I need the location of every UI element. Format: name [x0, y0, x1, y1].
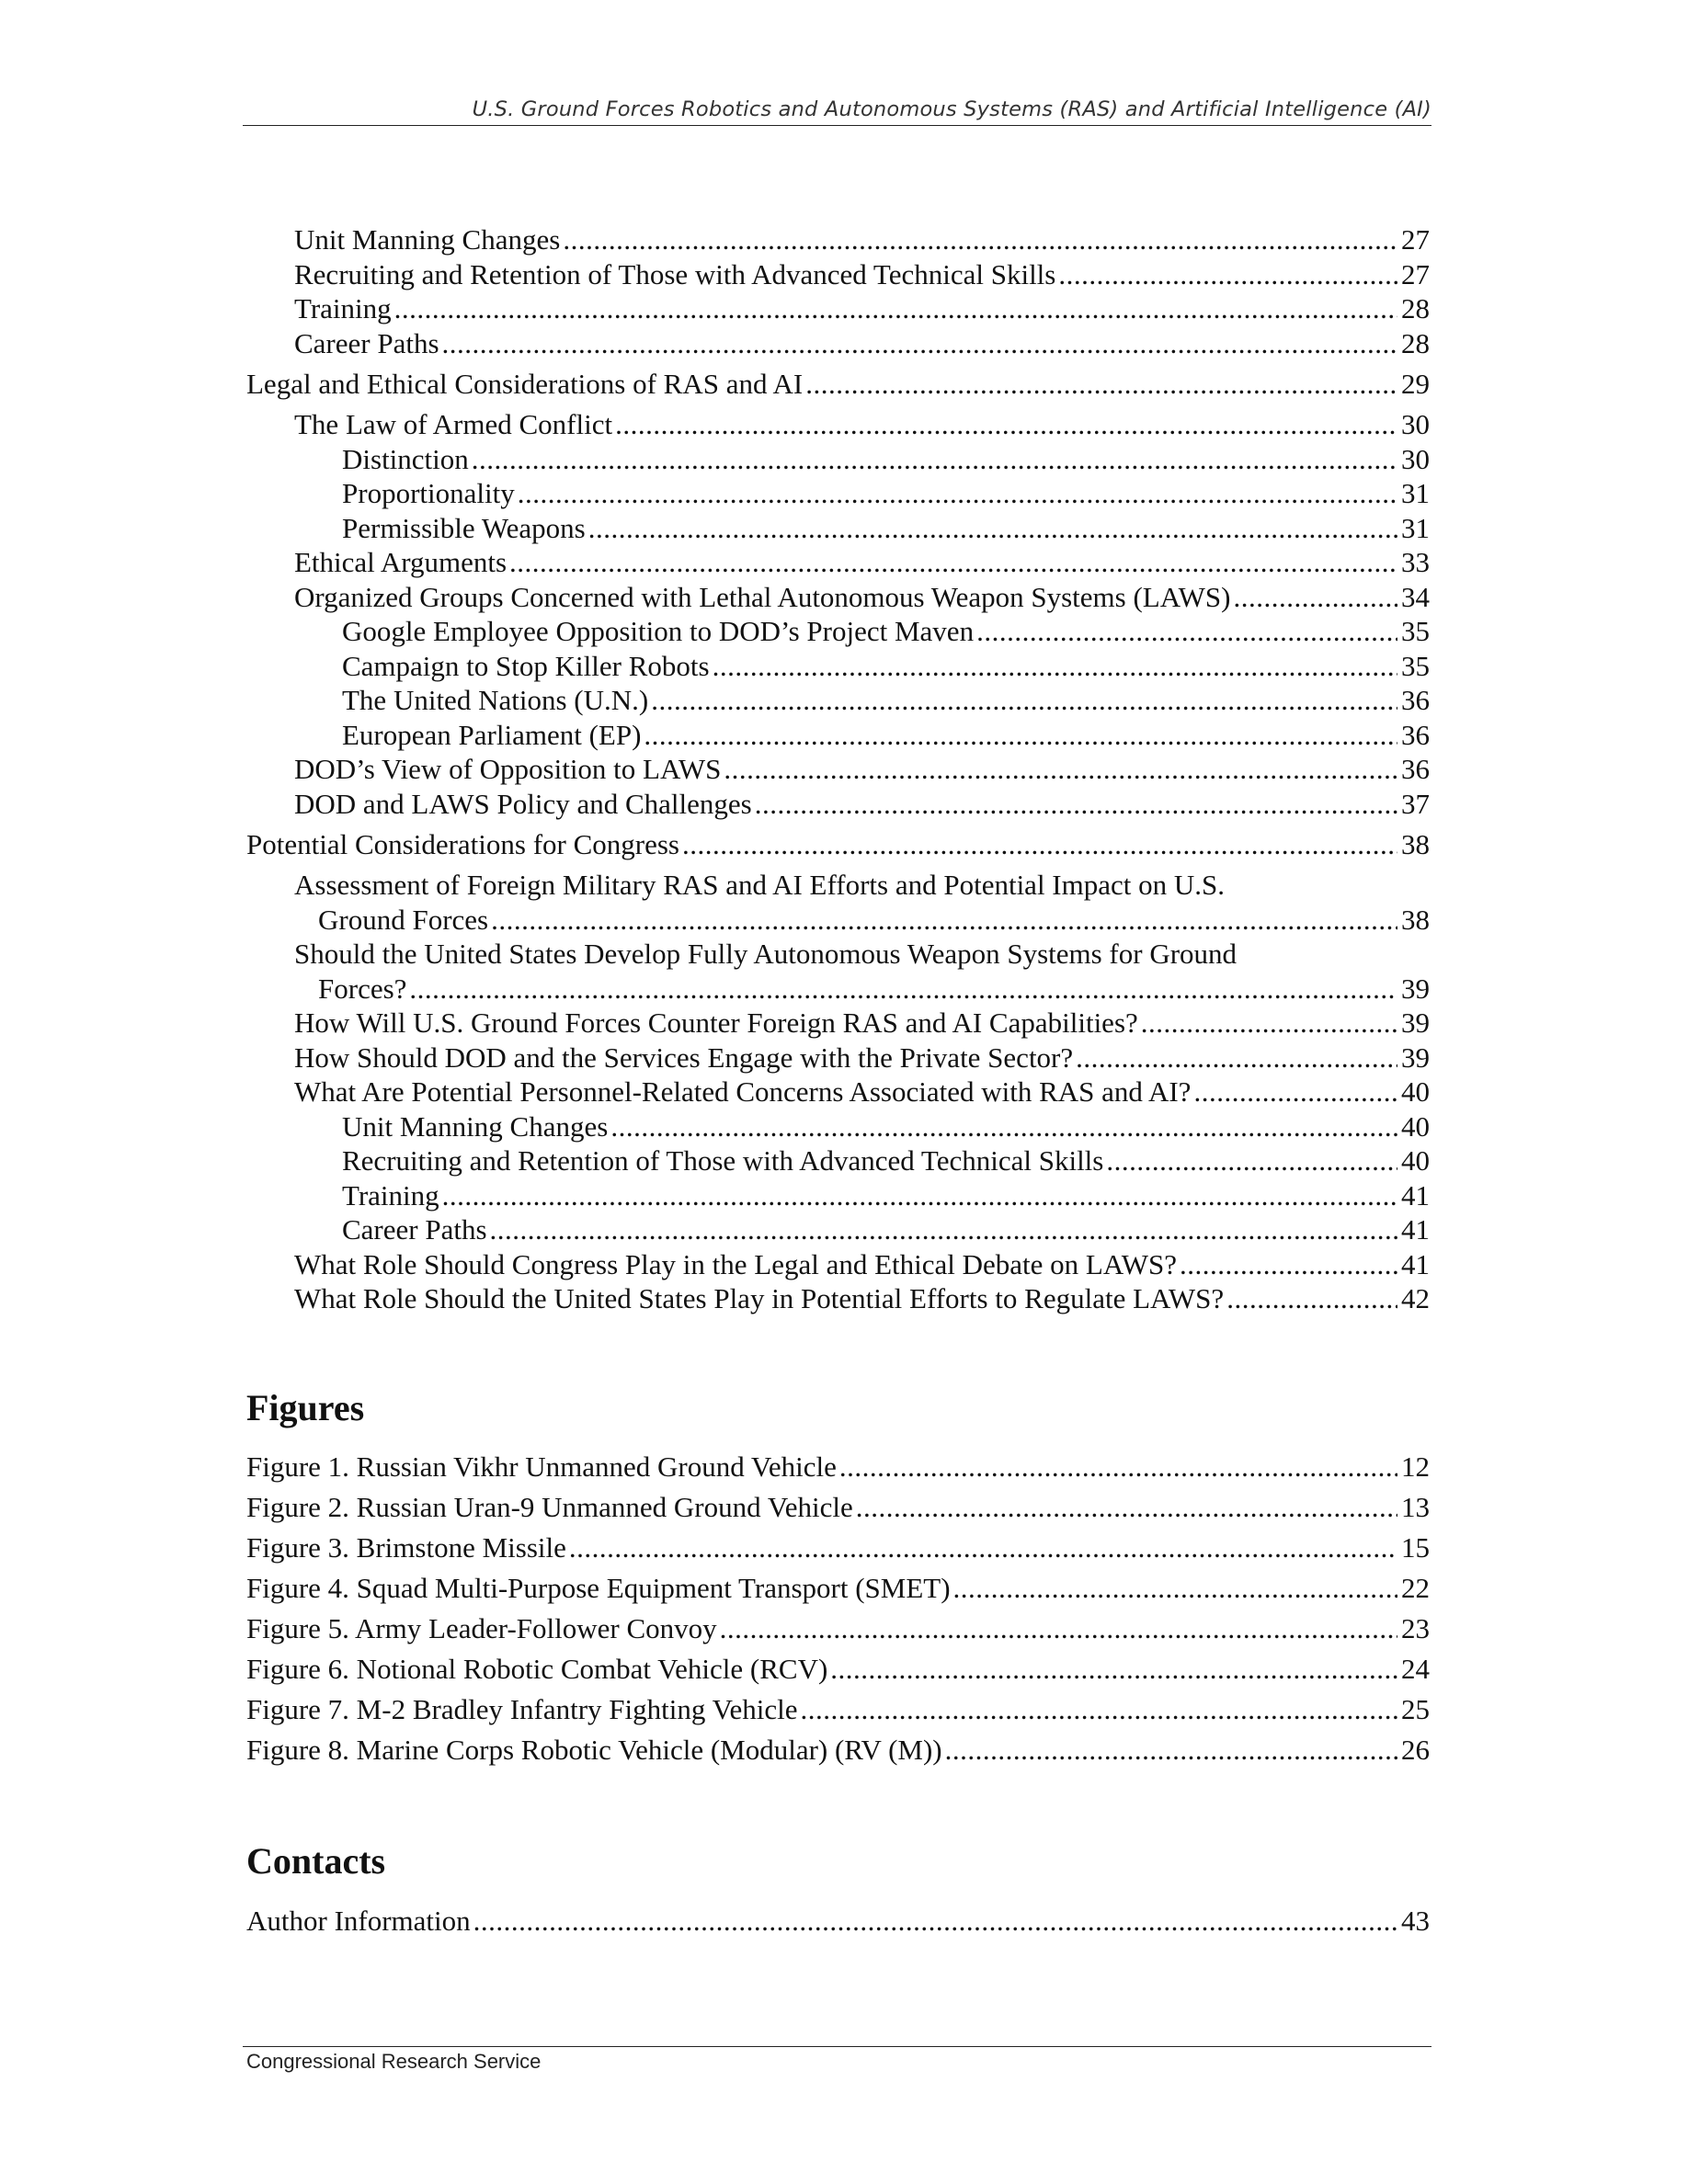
toc-entry[interactable] — [246, 787, 1430, 822]
toc-entry-page: 29 — [1401, 367, 1430, 400]
dot-leader — [491, 903, 1397, 938]
dot-leader — [473, 1901, 1397, 1941]
toc-entry-label: Ethical Arguments — [294, 546, 508, 578]
dot-leader — [830, 1649, 1397, 1689]
toc-entry[interactable] — [246, 1178, 1430, 1213]
toc-entry[interactable] — [246, 291, 1430, 326]
toc-entry-page: 35 — [1401, 615, 1430, 647]
toc-entry-page: 38 — [1401, 903, 1430, 936]
toc-entry-page: 12 — [1401, 1450, 1430, 1483]
dot-leader — [1180, 1247, 1397, 1282]
dot-leader — [856, 1487, 1397, 1528]
toc-entry[interactable] — [246, 937, 1430, 1006]
toc-entry-page: 39 — [1401, 972, 1430, 1005]
toc-entry-label: Career Paths — [342, 1213, 487, 1246]
toc-entry-page: 33 — [1401, 546, 1430, 578]
toc-entry-page: 28 — [1401, 326, 1430, 359]
toc-entry-page: 31 — [1401, 511, 1430, 544]
footer-publisher: Congressional Research Service — [246, 2050, 542, 2073]
toc-entry-label: European Parliament (EP) — [342, 718, 642, 751]
dot-leader — [1076, 1041, 1397, 1075]
toc-entry[interactable] — [246, 1247, 1430, 1282]
figure-entry[interactable] — [246, 1447, 1430, 1487]
toc-entry-label: Proportionality — [342, 477, 515, 509]
toc-entry-label: What Role Should Congress Play in the Legal and Ethical Debate on LAWS? — [294, 1247, 1178, 1280]
toc-entry[interactable] — [246, 326, 1430, 361]
toc-entry-page: 25 — [1401, 1693, 1430, 1725]
toc-entry[interactable] — [246, 752, 1430, 787]
dot-leader — [615, 407, 1397, 442]
dot-leader — [805, 367, 1397, 402]
dot-leader — [801, 1689, 1397, 1730]
toc-entry[interactable] — [246, 222, 1430, 257]
toc-entry-label: Recruiting and Retention of Those with Advanced Technical Skills — [294, 257, 1056, 290]
toc-entry[interactable] — [246, 1006, 1430, 1041]
toc-entry[interactable] — [246, 580, 1430, 615]
toc-entry-label: DOD and LAWS Policy and Challenges — [294, 787, 752, 820]
toc-entry-label: Training — [294, 292, 392, 324]
toc-entry-page: 36 — [1401, 718, 1430, 751]
toc-entry-page: 28 — [1401, 292, 1430, 324]
contacts-heading: Contacts — [246, 1840, 386, 1882]
toc-entry-label: Figure 6. Notional Robotic Combat Vehicle (RCV) — [246, 1653, 828, 1685]
toc-entry-page: 41 — [1401, 1247, 1430, 1280]
dot-leader — [509, 545, 1397, 580]
toc-entry-label: DOD’s View of Opposition to LAWS — [294, 753, 722, 785]
toc-entry-page: 30 — [1401, 442, 1430, 475]
dot-leader — [1141, 1006, 1397, 1041]
toc-entry-label: Figure 1. Russian Vikhr Unmanned Ground Vehicle — [246, 1450, 837, 1483]
figure-entry[interactable] — [246, 1487, 1430, 1528]
toc-entry[interactable] — [246, 442, 1430, 477]
dot-leader — [682, 827, 1397, 862]
toc-entry-page: 42 — [1401, 1282, 1430, 1314]
toc-entry-page: 40 — [1401, 1109, 1430, 1143]
toc-entry-page: 27 — [1401, 257, 1430, 290]
toc-entry-label: Figure 3. Brimstone Missile — [246, 1531, 566, 1564]
toc-entry-label: The Law of Armed Conflict — [294, 408, 613, 440]
dot-leader — [651, 683, 1397, 718]
dot-leader — [569, 1528, 1397, 1568]
running-header: U.S. Ground Forces Robotics and Autonomous Systems (RAS) and Artificial Intelligence (AI) — [472, 97, 1431, 121]
figure-entry[interactable] — [246, 1649, 1430, 1689]
dot-leader — [720, 1609, 1397, 1649]
toc-entry-label: Figure 5. Army Leader-Follower Convoy — [246, 1612, 717, 1644]
table-of-contents — [246, 222, 1430, 1316]
toc-entry-page: 15 — [1401, 1531, 1430, 1564]
toc-entry-label: Should the United States Develop Fully Autonomous Weapon Systems for Ground — [294, 938, 1237, 970]
toc-entry-label: Unit Manning Changes — [342, 1109, 609, 1143]
dot-leader — [1058, 257, 1397, 292]
toc-entry[interactable] — [246, 1212, 1430, 1247]
figure-entry[interactable] — [246, 1568, 1430, 1609]
dot-leader — [713, 649, 1397, 684]
toc-entry[interactable] — [246, 1109, 1430, 1144]
toc-entry[interactable] — [246, 1075, 1430, 1109]
dot-leader — [518, 476, 1397, 511]
figure-entry[interactable] — [246, 1609, 1430, 1649]
toc-entry-page: 36 — [1401, 684, 1430, 716]
toc-entry-label: Distinction — [342, 442, 469, 475]
header-rule — [243, 125, 1431, 126]
toc-entry-label: Organized Groups Concerned with Lethal Autonomous Weapon Systems (LAWS) — [294, 580, 1231, 613]
toc-entry-label: Figure 7. M-2 Bradley Infantry Fighting Vehicle — [246, 1693, 798, 1725]
dot-leader — [610, 1109, 1397, 1144]
toc-entry-page: 22 — [1401, 1572, 1430, 1604]
toc-entry-page: 39 — [1401, 1007, 1430, 1039]
contacts-list — [246, 1901, 1430, 1941]
toc-entry-label: Career Paths — [294, 326, 439, 359]
dot-leader — [472, 442, 1397, 477]
toc-entry-label: Unit Manning Changes — [294, 223, 561, 256]
toc-entry-page: 34 — [1401, 580, 1430, 613]
toc-entry-label: Google Employee Opposition to DOD’s Project Maven — [342, 615, 975, 647]
toc-entry-page: 41 — [1401, 1178, 1430, 1211]
dot-leader — [394, 291, 1397, 326]
toc-entry-label: Training — [342, 1178, 439, 1211]
toc-entry-page: 36 — [1401, 753, 1430, 785]
figures-list — [246, 1447, 1430, 1770]
toc-entry[interactable] — [246, 718, 1430, 753]
toc-entry-label: Figure 4. Squad Multi-Purpose Equipment Transport (SMET) — [246, 1572, 951, 1604]
toc-entry-page: 38 — [1401, 827, 1430, 860]
dot-leader — [442, 326, 1397, 361]
toc-entry-label: How Should DOD and the Services Engage with the Private Sector? — [294, 1041, 1074, 1074]
toc-entry-page: 27 — [1401, 223, 1430, 256]
contact-entry[interactable] — [246, 1901, 1430, 1941]
figures-heading: Figures — [246, 1387, 365, 1428]
toc-entry-page: 13 — [1401, 1491, 1430, 1523]
dot-leader — [644, 718, 1397, 753]
dot-leader — [409, 972, 1397, 1007]
toc-entry-page: 26 — [1401, 1734, 1430, 1766]
toc-entry-page: 30 — [1401, 408, 1430, 440]
dot-leader — [1233, 580, 1397, 615]
toc-entry-label: Figure 8. Marine Corps Robotic Vehicle (Modular) (RV (M)) — [246, 1734, 942, 1766]
toc-entry[interactable] — [246, 868, 1430, 937]
figure-entry[interactable] — [246, 1689, 1430, 1730]
dot-leader — [442, 1178, 1397, 1213]
dot-leader — [976, 614, 1397, 649]
toc-entry-label: Figure 2. Russian Uran-9 Unmanned Ground Vehicle — [246, 1491, 853, 1523]
toc-entry[interactable] — [246, 1041, 1430, 1075]
toc-entry[interactable] — [246, 257, 1430, 292]
dot-leader — [1193, 1075, 1397, 1109]
toc-entry-page: 31 — [1401, 477, 1430, 509]
figure-entry[interactable] — [246, 1528, 1430, 1568]
dot-leader — [945, 1730, 1397, 1770]
toc-entry-label: Campaign to Stop Killer Robots — [342, 649, 710, 682]
toc-entry-label: Assessment of Foreign Military RAS and AI Efforts and Potential Impact on U.S. — [294, 869, 1225, 901]
dot-leader — [490, 1212, 1397, 1247]
dot-leader — [953, 1568, 1397, 1609]
toc-entry-label: What Role Should the United States Play in Potential Efforts to Regulate LAWS? — [294, 1282, 1225, 1314]
toc-entry-label: Forces? — [318, 972, 407, 1005]
toc-entry[interactable] — [246, 367, 1430, 402]
dot-leader — [755, 787, 1397, 822]
toc-entry-label: Author Information — [246, 1905, 471, 1937]
toc-entry[interactable] — [246, 827, 1430, 862]
toc-entry-label: The United Nations (U.N.) — [342, 684, 649, 716]
toc-entry-page: 40 — [1401, 1075, 1430, 1108]
toc-entry-page: 23 — [1401, 1612, 1430, 1644]
dot-leader — [724, 752, 1397, 787]
toc-entry-page: 35 — [1401, 649, 1430, 682]
footer-rule — [243, 2046, 1431, 2047]
dot-leader — [588, 511, 1397, 546]
dot-leader — [563, 222, 1397, 257]
toc-entry-label: Potential Considerations for Congress — [246, 827, 679, 860]
toc-entry[interactable] — [246, 614, 1430, 649]
toc-entry-page: 37 — [1401, 787, 1430, 820]
toc-entry-label: Recruiting and Retention of Those with Advanced Technical Skills — [342, 1144, 1104, 1177]
dot-leader — [839, 1447, 1397, 1487]
toc-entry-label: Permissible Weapons — [342, 511, 586, 544]
toc-entry[interactable] — [246, 545, 1430, 580]
toc-entry-page: 43 — [1401, 1905, 1430, 1937]
toc-entry[interactable] — [246, 407, 1430, 442]
figure-entry[interactable] — [246, 1730, 1430, 1770]
toc-entry[interactable] — [246, 649, 1430, 684]
toc-entry-label: Legal and Ethical Considerations of RAS and AI — [246, 367, 804, 400]
toc-entry[interactable] — [246, 476, 1430, 511]
toc-entry[interactable] — [246, 1281, 1430, 1316]
dot-leader — [1106, 1143, 1397, 1178]
toc-entry-page: 41 — [1401, 1213, 1430, 1246]
toc-entry[interactable] — [246, 683, 1430, 718]
dot-leader — [1226, 1281, 1397, 1316]
toc-entry-label: What Are Potential Personnel-Related Concerns Associated with RAS and AI? — [294, 1075, 1192, 1108]
toc-entry-label: How Will U.S. Ground Forces Counter Foreign RAS and AI Capabilities? — [294, 1007, 1138, 1039]
toc-entry-page: 40 — [1401, 1144, 1430, 1177]
toc-entry[interactable] — [246, 511, 1430, 546]
toc-entry[interactable] — [246, 1143, 1430, 1178]
toc-entry-page: 39 — [1401, 1041, 1430, 1074]
toc-entry-label: Ground Forces — [318, 903, 489, 936]
toc-entry-page: 24 — [1401, 1653, 1430, 1685]
